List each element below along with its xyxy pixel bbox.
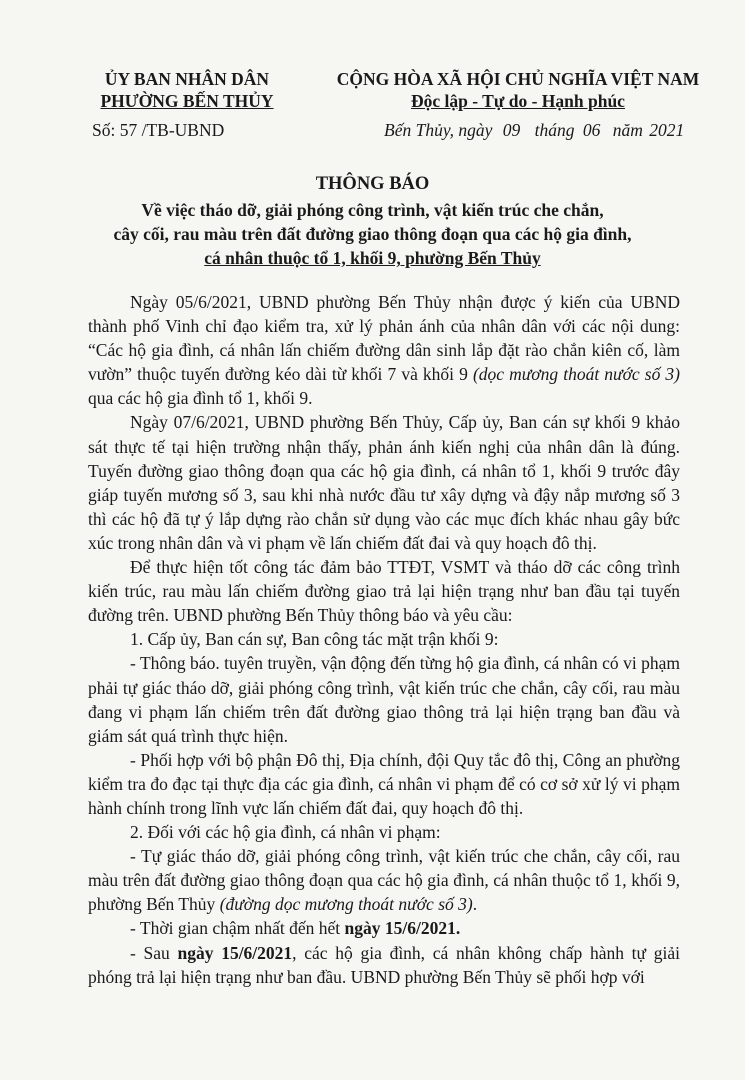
paragraph-1-text: Ngày 05/6/2021, UBND phường Bến Thủy nhận được ý kiến của UBND thành phố Vinh chỉ đạo kiểm tra, xử lý phản ánh của nhân dân với các nội dung: “Các hộ gia đình, cá nhân lấn chiếm đường dân sinh lắp đặt rào chắn kiên cố, làm vườn” thuộc tuyến đường kéo dài từ khối 7 và khối 9 xyxy=(88,292,680,385)
document-number: Số: 57 /TB-UBND xyxy=(92,120,225,140)
subtitle-line-3: cá nhân thuộc tổ 1, khối 9, phường Bến Thủy xyxy=(204,248,541,268)
section-2-heading: 2. Đối với các hộ gia đình, cá nhân vi phạm: xyxy=(130,822,441,843)
paragraph-1-end: qua các hộ gia đình tổ 1, khối 9. xyxy=(88,388,313,409)
subtitle-line-1: Về việc tháo dỡ, giải phóng công trình, vật kiến trúc che chắn, xyxy=(141,200,604,220)
paragraph-8-text: - Tự giác tháo dỡ, giải phóng công trình, vật kiến trúc che chắn, cây cối, rau màu trên đất đường giao thông đoạn qua các hộ gia đình, cá nhân thuộc tổ 1, khối 9, phường Bến Thủy xyxy=(88,846,680,915)
date-year: 2021 xyxy=(649,120,685,140)
deadline-date-2: ngày 15/6/2021 xyxy=(177,942,293,963)
issuer-line-2: PHƯỜNG BẾN THỦY xyxy=(100,91,274,111)
paragraph-10 xyxy=(88,941,680,989)
title-block xyxy=(60,170,685,270)
issuer-block xyxy=(72,68,302,112)
issuer-line-1: ỦY BAN NHÂN DÂN xyxy=(104,69,270,89)
paragraph-10-end: , các hộ gia đình, cá nhân không chấp hành tự giải phóng trả lại hiện trạng như ban đầu. UBND phường Bến Thủy sẽ phối hợp với xyxy=(88,942,680,987)
document-date xyxy=(384,120,684,141)
national-motto-block xyxy=(318,68,718,112)
paragraph-9-text: - Thời gian chậm nhất đến hết xyxy=(130,918,345,939)
section-1-heading: 1. Cấp ủy, Ban cán sự, Ban công tác mặt trận khối 9: xyxy=(130,629,499,650)
paragraph-1 xyxy=(88,290,680,410)
deadline-date: ngày 15/6/2021. xyxy=(344,918,461,939)
paragraph-8-end: . xyxy=(472,894,478,915)
country-name: CỘNG HÒA XÃ HỘI CHỦ NGHĨA VIỆT NAM xyxy=(336,69,700,89)
date-month: 06 xyxy=(582,120,601,140)
paragraph-1-italic: (dọc mương thoát nước số 3) xyxy=(472,364,680,385)
subtitle-line-2: cây cối, rau màu trên đất đường giao thông đoạn qua các hộ gia đình, xyxy=(113,224,632,244)
date-day: 09 xyxy=(502,120,521,140)
paragraph-8-italic: (đường dọc mương thoát nước số 3) xyxy=(219,894,473,915)
page-title: THÔNG BÁO xyxy=(315,174,430,194)
paragraph-2: Ngày 07/6/2021, UBND phường Bến Thủy, Cấp ủy, Ban cán sự khối 9 khảo sát thực tế tại hiện trường nhận thấy, phản ánh kiến nghị của nhân dân là đúng. Tuyến đường giao thông đoạn qua các hộ gia đình, cá nhân tổ 1, khối 9 trước đây giáp tuyến mương số 3, sau khi nhà nước đầu tư xây dựng và đậy nắp mương số 3 thì các hộ đã tự ý lắp dựng rào chắn sử dụng vào các mục đích khác nhau gây bức xúc trong nhân dân và vi phạm về lấn chiếm đất đai và quy hoạch đô thị. xyxy=(88,412,680,553)
paragraph-3: Để thực hiện tốt công tác đảm bảo TTĐT, VSMT và tháo dỡ các công trình kiến trúc, rau màu lấn chiếm đường giao trả lại hiện trạng như ban đầu tại tuyến đường trên. UBND phường Bến Thủy thông báo và yêu cầu: xyxy=(88,557,680,626)
paragraph-9 xyxy=(88,916,680,940)
paragraph-6: - Phối hợp với bộ phận Đô thị, Địa chính, đội Quy tắc đô thị, Công an phường kiểm tra đo đạc tại thực địa các gia đình, cá nhân vi phạm để có cơ sở xử lý vi phạm hành chính trong lĩnh vực lấn chiếm đất đai, quy hoạch đô thị. xyxy=(88,749,680,818)
document-body xyxy=(88,290,680,989)
date-year-label: năm xyxy=(612,120,643,140)
paragraph-10-text: - Sau xyxy=(130,942,178,963)
paragraph-5: - Thông báo. tuyên truyền, vận động đến từng hộ gia đình, cá nhân có vi phạm phải tự giác tháo dỡ, giải phóng công trình, vật kiến trúc che chắn, cây cối, rau màu đang vi phạm lấn chiếm trên đất đường giao thông trả lại hiện trạng ban đầu và giám sát quá trình thực hiện. xyxy=(88,653,680,746)
paragraph-8 xyxy=(88,844,680,916)
date-prefix: Bến Thủy, ngày xyxy=(384,120,493,140)
date-month-label: tháng xyxy=(534,120,575,140)
motto: Độc lập - Tự do - Hạnh phúc xyxy=(411,91,625,111)
